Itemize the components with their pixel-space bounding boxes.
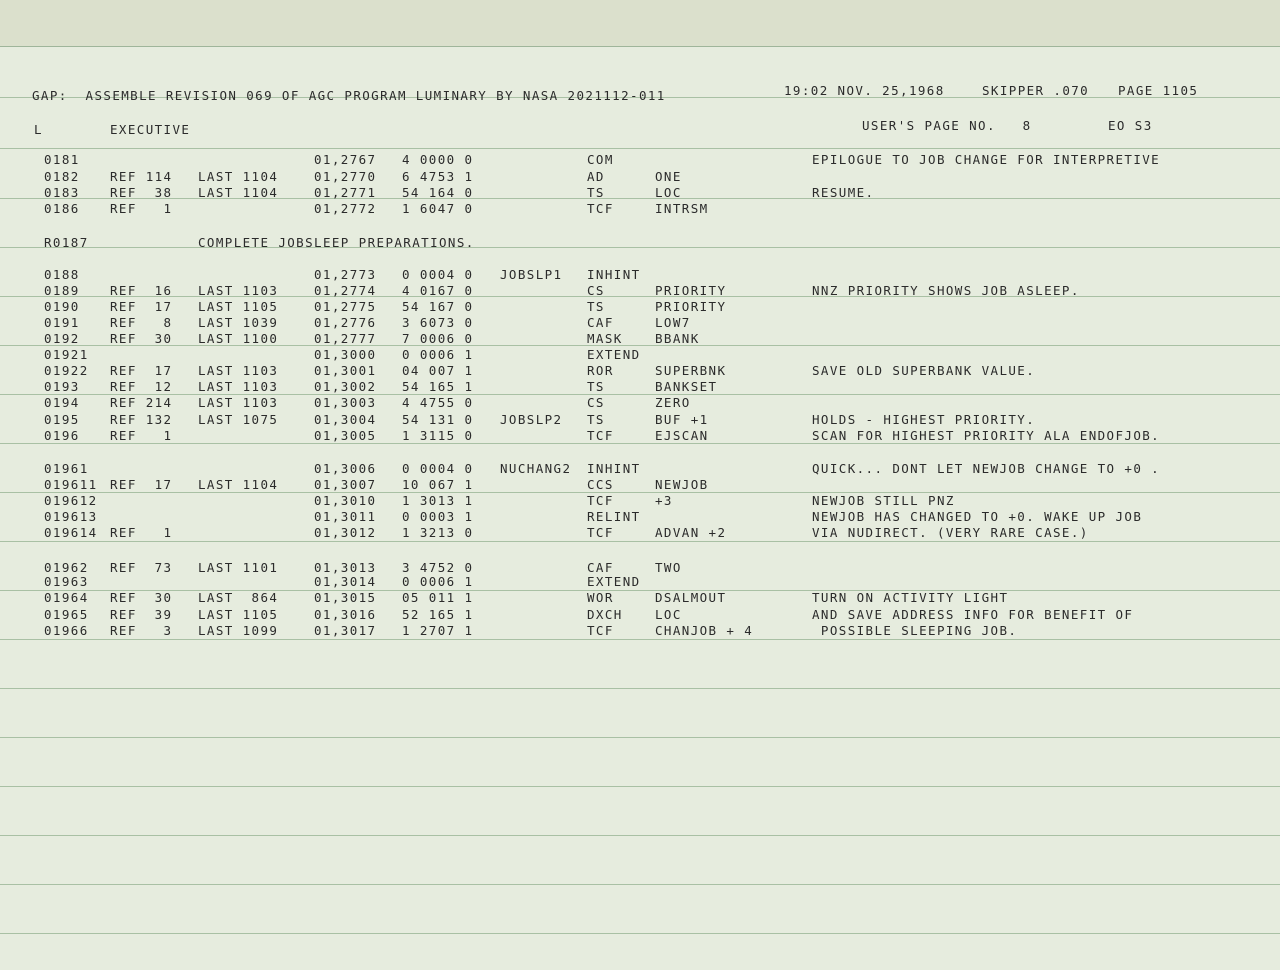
listing-line: 019613 — [44, 509, 98, 524]
listing-line: 01961 — [44, 461, 89, 476]
listing-operand: INTRSM — [655, 201, 709, 216]
listing-code: 1 2707 1 — [402, 623, 474, 638]
listing-operand: BBANK — [655, 331, 700, 346]
listing-line: 0183 — [44, 185, 80, 200]
listing-op: TS — [587, 412, 605, 427]
listing-label: NUCHANG2 — [500, 461, 572, 476]
listing-op: CS — [587, 395, 605, 410]
listing-op: TS — [587, 299, 605, 314]
listing-label: JOBSLP2 — [500, 412, 563, 427]
listing-ref: REF 17 — [110, 363, 173, 378]
listing-last: LAST 1103 — [198, 379, 279, 394]
paper-rule — [0, 590, 1280, 591]
listing-ref: REF 17 — [110, 477, 173, 492]
listing-addr: 01,3005 — [314, 428, 377, 443]
listing-addr: 01,3014 — [314, 574, 377, 589]
listing-last: LAST 1104 — [198, 169, 279, 184]
listing-addr: 01,3002 — [314, 379, 377, 394]
listing-last: LAST 1075 — [198, 412, 279, 427]
listing-ref: REF 132 — [110, 412, 173, 427]
listing-operand: ZERO — [655, 395, 691, 410]
listing-line: 0196 — [44, 428, 80, 443]
listing-op: EXTEND — [587, 574, 641, 589]
listing-code: 54 131 0 — [402, 412, 474, 427]
listing-code: 1 6047 0 — [402, 201, 474, 216]
header-program: GAP: ASSEMBLE REVISION 069 OF AGC PROGRAM LUMINARY BY NASA 2021112-011 — [32, 88, 666, 103]
listing-op: EXTEND — [587, 347, 641, 362]
listing-addr: 01,3016 — [314, 607, 377, 622]
paper-rule — [0, 835, 1280, 836]
eo-marker: EO S3 — [1108, 118, 1153, 133]
listing-op: INHINT — [587, 267, 641, 282]
listing-line: 01966 — [44, 623, 89, 638]
listing-line: 019614 — [44, 525, 98, 540]
listing-line: 01963 — [44, 574, 89, 589]
listing-ref: REF 1 — [110, 201, 173, 216]
listing-ref: REF 214 — [110, 395, 173, 410]
listing-line: 0188 — [44, 267, 80, 282]
listing-last: LAST 1104 — [198, 185, 279, 200]
listing-op: ROR — [587, 363, 614, 378]
listing-ref: REF 39 — [110, 607, 173, 622]
paper-rule — [0, 639, 1280, 640]
listing-last: LAST 1101 — [198, 560, 279, 575]
listing-operand: PRIORITY — [655, 299, 727, 314]
listing-op: TCF — [587, 428, 614, 443]
listing-line: 01962 — [44, 560, 89, 575]
listing-code: 0 0006 1 — [402, 574, 474, 589]
listing-code: 3 6073 0 — [402, 315, 474, 330]
listing-addr: 01,3001 — [314, 363, 377, 378]
listing-ref: REF 3 — [110, 623, 173, 638]
listing-last: LAST 1100 — [198, 331, 279, 346]
listing-ref: REF 30 — [110, 331, 173, 346]
listing-line: 01965 — [44, 607, 89, 622]
listing-last: LAST 1103 — [198, 363, 279, 378]
listing-code: 10 067 1 — [402, 477, 474, 492]
listing-ref: REF 38 — [110, 185, 173, 200]
paper-rule — [0, 148, 1280, 149]
listing-addr: 01,3012 — [314, 525, 377, 540]
listing-operand: ONE — [655, 169, 682, 184]
paper-rule — [0, 884, 1280, 885]
listing-last: LAST 1099 — [198, 623, 279, 638]
paper-rule — [0, 296, 1280, 297]
listing-op: TCF — [587, 493, 614, 508]
listing-code: 05 011 1 — [402, 590, 474, 605]
listing-code: 0 0003 1 — [402, 509, 474, 524]
listing-line: 01921 — [44, 347, 89, 362]
listing-code: 1 3013 1 — [402, 493, 474, 508]
listing-operand: BUF +1 — [655, 412, 709, 427]
listing-ref: REF 1 — [110, 525, 173, 540]
listing-comment: VIA NUDIRECT. (VERY RARE CASE.) — [812, 525, 1089, 540]
listing-code: 52 165 1 — [402, 607, 474, 622]
listing-op: CAF — [587, 560, 614, 575]
listing-last: LAST 1104 — [198, 477, 279, 492]
listing-code: 1 3115 0 — [402, 428, 474, 443]
listing-line: 0195 — [44, 412, 80, 427]
listing-operand: LOW7 — [655, 315, 691, 330]
column-l-label: L — [34, 122, 43, 137]
listing-code: 54 165 1 — [402, 379, 474, 394]
listing-op: TS — [587, 185, 605, 200]
listing-line: 0186 — [44, 201, 80, 216]
listing-operand: DSALMOUT — [655, 590, 727, 605]
header-page-number: PAGE 1105 — [1118, 83, 1199, 98]
listing-operand: TWO — [655, 560, 682, 575]
listing-op: CAF — [587, 315, 614, 330]
listing-op: WOR — [587, 590, 614, 605]
listing-code: 54 164 0 — [402, 185, 474, 200]
listing-code: 3 4752 0 — [402, 560, 474, 575]
listing-ref: REF 8 — [110, 315, 173, 330]
header-skipper: SKIPPER .070 — [982, 83, 1090, 98]
listing-addr: 01,2774 — [314, 283, 377, 298]
paper-rule — [0, 688, 1280, 689]
listing-op: INHINT — [587, 461, 641, 476]
listing-addr: 01,3007 — [314, 477, 377, 492]
listing-comment: EPILOGUE TO JOB CHANGE FOR INTERPRETIVE — [812, 152, 1161, 167]
listing-code: 4 0000 0 — [402, 152, 474, 167]
listing-last: LAST 1105 — [198, 607, 279, 622]
users-page-number: USER'S PAGE NO. 8 — [862, 118, 1032, 133]
listing-operand: CHANJOB + 4 — [655, 623, 754, 638]
listing-ref: REF 73 — [110, 560, 173, 575]
listing-last: LAST 1103 — [198, 283, 279, 298]
listing-line: 0192 — [44, 331, 80, 346]
listing-addr: 01,2771 — [314, 185, 377, 200]
listing-addr: 01,2772 — [314, 201, 377, 216]
listing-comment: RESUME. — [812, 185, 875, 200]
listing-addr: 01,3003 — [314, 395, 377, 410]
listing-addr: 01,2767 — [314, 152, 377, 167]
listing-addr: 01,2776 — [314, 315, 377, 330]
listing-operand: SUPERBNK — [655, 363, 727, 378]
header-datetime: 19:02 NOV. 25,1968 — [784, 83, 945, 98]
listing-comment: QUICK... DONT LET NEWJOB CHANGE TO +0 . — [812, 461, 1161, 476]
listing-line: 0189 — [44, 283, 80, 298]
paper-rule — [0, 247, 1280, 248]
listing-addr: 01,3004 — [314, 412, 377, 427]
listing-line: 019612 — [44, 493, 98, 508]
listing-comment: HOLDS - HIGHEST PRIORITY. — [812, 412, 1036, 427]
listing-line: 0193 — [44, 379, 80, 394]
listing-comment: POSSIBLE SLEEPING JOB. — [812, 623, 1018, 638]
listing-comment: SCAN FOR HIGHEST PRIORITY ALA ENDOFJOB. — [812, 428, 1161, 443]
listing-addr: 01,3015 — [314, 590, 377, 605]
listing-op: TCF — [587, 201, 614, 216]
listing-addr: 01,3013 — [314, 560, 377, 575]
paper-top-band — [0, 0, 1280, 47]
listing-operand: BANKSET — [655, 379, 718, 394]
listing-code: 4 4755 0 — [402, 395, 474, 410]
listing-line: 0190 — [44, 299, 80, 314]
listing-last: LAST 864 — [198, 590, 279, 605]
paper-rule — [0, 443, 1280, 444]
listing-ref: REF 12 — [110, 379, 173, 394]
listing-comment: NEWJOB HAS CHANGED TO +0. WAKE UP JOB — [812, 509, 1143, 524]
listing-ref: REF 16 — [110, 283, 173, 298]
listing-operand: +3 — [655, 493, 673, 508]
listing-line: 0181 — [44, 152, 80, 167]
listing-addr: 01,3011 — [314, 509, 377, 524]
listing-comment: NNZ PRIORITY SHOWS JOB ASLEEP. — [812, 283, 1080, 298]
listing-code: 0 0004 0 — [402, 267, 474, 282]
listing-code: 6 4753 1 — [402, 169, 474, 184]
listing-addr: 01,3000 — [314, 347, 377, 362]
listing-code: 0 0006 1 — [402, 347, 474, 362]
listing-code: 04 007 1 — [402, 363, 474, 378]
listing-op: TCF — [587, 623, 614, 638]
paper-rule — [0, 394, 1280, 395]
listing-ref: REF 17 — [110, 299, 173, 314]
listing-addr: 01,2775 — [314, 299, 377, 314]
listing-last: LAST 1103 — [198, 395, 279, 410]
listing-code: 54 167 0 — [402, 299, 474, 314]
listing-op: MASK — [587, 331, 623, 346]
listing-last: LAST 1105 — [198, 299, 279, 314]
listing-op: CCS — [587, 477, 614, 492]
listing-ref: REF 30 — [110, 590, 173, 605]
listing-addr: 01,3017 — [314, 623, 377, 638]
listing-remark: COMPLETE JOBSLEEP PREPARATIONS. — [198, 235, 475, 250]
listing-line: 0194 — [44, 395, 80, 410]
paper-rule — [0, 933, 1280, 934]
listing-addr: 01,3006 — [314, 461, 377, 476]
listing-line: 019611 — [44, 477, 98, 492]
listing-ref: REF 114 — [110, 169, 173, 184]
listing-addr: 01,2770 — [314, 169, 377, 184]
listing-addr: 01,2777 — [314, 331, 377, 346]
section-title: EXECUTIVE — [110, 122, 191, 137]
listing-ref: REF 1 — [110, 428, 173, 443]
listing-code: 1 3213 0 — [402, 525, 474, 540]
listing-code: 0 0004 0 — [402, 461, 474, 476]
paper-rule — [0, 492, 1280, 493]
listing-code: 4 0167 0 — [402, 283, 474, 298]
listing-comment: NEWJOB STILL PNZ — [812, 493, 955, 508]
listing-comment: TURN ON ACTIVITY LIGHT — [812, 590, 1009, 605]
listing-op: DXCH — [587, 607, 623, 622]
listing-label: JOBSLP1 — [500, 267, 563, 282]
paper-rule — [0, 198, 1280, 199]
listing-op: RELINT — [587, 509, 641, 524]
listing-operand: LOC — [655, 607, 682, 622]
listing-operand: LOC — [655, 185, 682, 200]
listing-code: 7 0006 0 — [402, 331, 474, 346]
listing-line: 0191 — [44, 315, 80, 330]
listing-op: CS — [587, 283, 605, 298]
paper-rule — [0, 786, 1280, 787]
listing-op: TS — [587, 379, 605, 394]
listing-op: TCF — [587, 525, 614, 540]
listing-addr: 01,2773 — [314, 267, 377, 282]
listing-comment: SAVE OLD SUPERBANK VALUE. — [812, 363, 1036, 378]
listing-last: LAST 1039 — [198, 315, 279, 330]
listing-op: COM — [587, 152, 614, 167]
paper-rule — [0, 345, 1280, 346]
listing-comment: AND SAVE ADDRESS INFO FOR BENEFIT OF — [812, 607, 1134, 622]
listing-line: 0182 — [44, 169, 80, 184]
paper-rule — [0, 737, 1280, 738]
listing-operand: NEWJOB — [655, 477, 709, 492]
listing-addr: 01,3010 — [314, 493, 377, 508]
listing-line: 01922 — [44, 363, 89, 378]
paper-rule — [0, 541, 1280, 542]
listing-op: AD — [587, 169, 605, 184]
listing-operand: ADVAN +2 — [655, 525, 727, 540]
listing-line: R0187 — [44, 235, 89, 250]
listing-operand: EJSCAN — [655, 428, 709, 443]
listing-operand: PRIORITY — [655, 283, 727, 298]
listing-line: 01964 — [44, 590, 89, 605]
